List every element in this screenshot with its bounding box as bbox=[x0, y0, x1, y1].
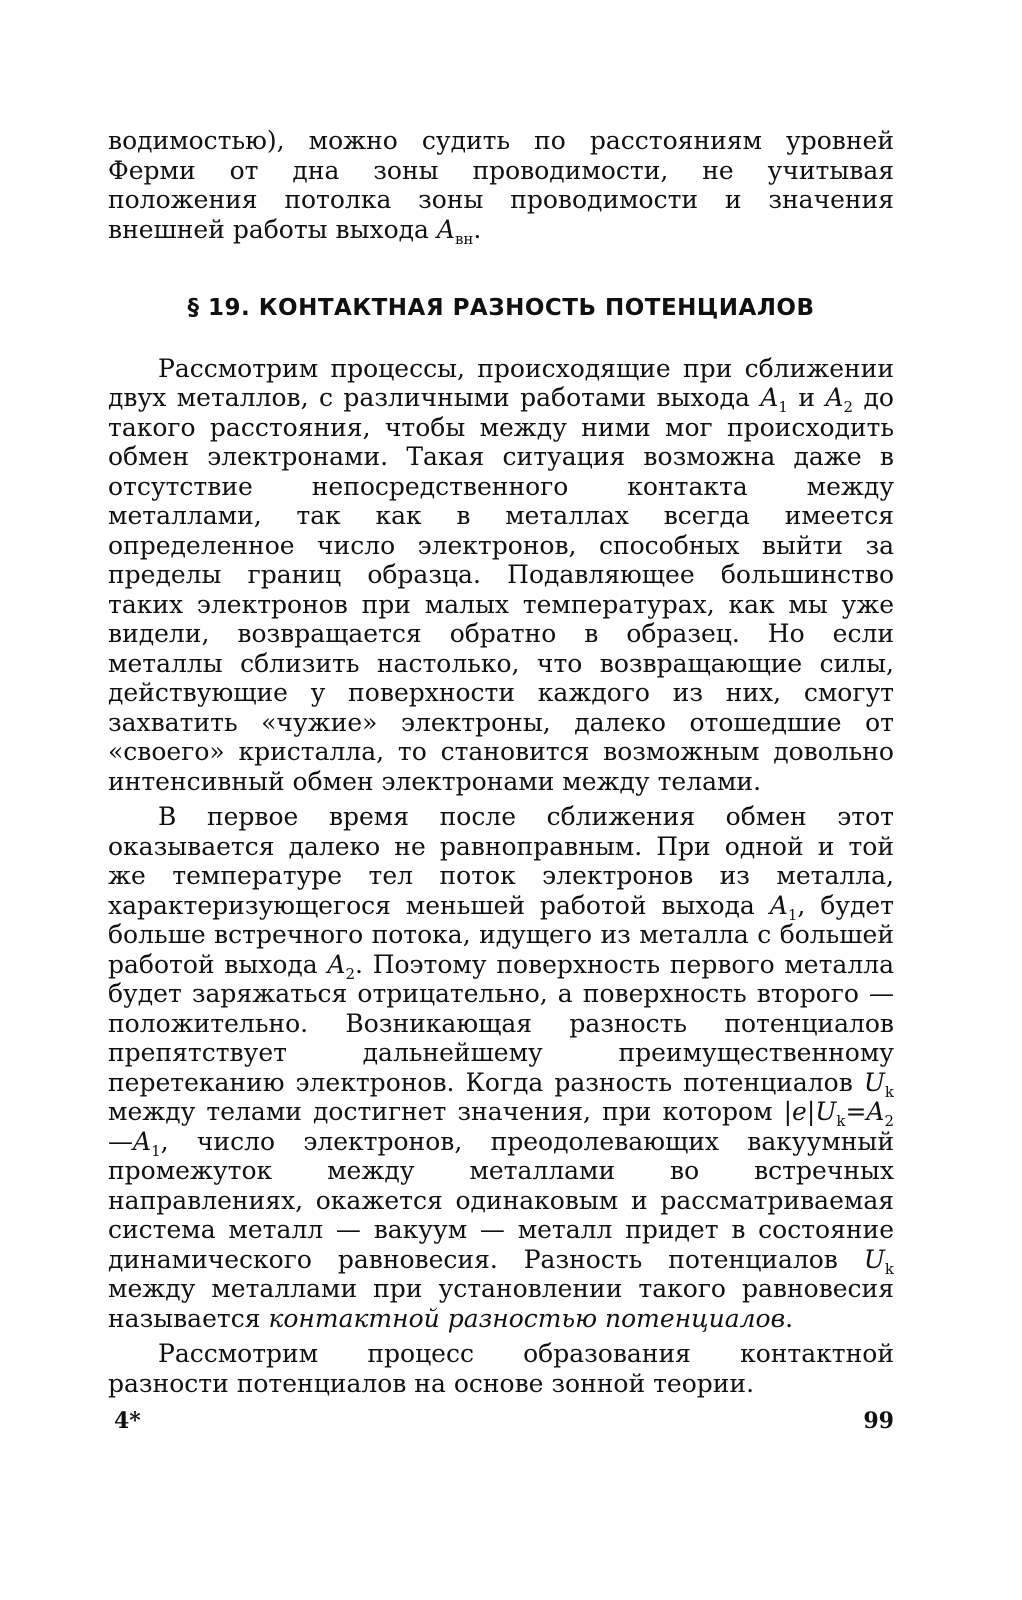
paragraph-equilibrium bbox=[108, 802, 894, 1333]
formula-subscript-k: k bbox=[836, 1112, 846, 1130]
paragraph-text: между металлами при установлении такого равновесия называется bbox=[108, 1274, 894, 1333]
paragraph-tail: . bbox=[473, 214, 482, 244]
subscript-k: k bbox=[884, 1082, 894, 1101]
defined-term: контактной разностью потенциалов bbox=[268, 1303, 786, 1333]
formula-charge: |e| bbox=[783, 1097, 816, 1126]
symbol-u: U bbox=[863, 1067, 885, 1097]
symbol-u: U bbox=[863, 1244, 885, 1274]
formula-subscript-2: 2 bbox=[884, 1112, 894, 1130]
paragraph-text: до такого расстояния, чтобы между ними мог происходить обмен электронами. Такая ситуация возможна даже в отсутствие непосредственного контакта между металлами, так как в металлах всегда имеется определенное число электронов, способных выйти за пределы границ образца. Подавляющее большинство таких электронов при малых температурах, как мы уже видели, возвращается обратно в образец. Но если металлы сблизить настолько, что возвращающие силы, действующие у поверхности каждого из них, смогут захватить «чужие» электроны, далеко отошедшие от «своего» кристалла, то становится возможным довольно интенсивный обмен электронами между телами. bbox=[108, 383, 894, 796]
signature-mark: 4* bbox=[114, 1408, 141, 1434]
paragraph-closing: Рассмотрим процесс образования контактной разности потенциалов на основе зонной теории. bbox=[108, 1339, 894, 1398]
paragraph-text: , будет больше встречного потока, идущего из металла с большей работой выхода bbox=[108, 890, 894, 979]
section-heading: § 19. КОНТАКТНАЯ РАЗНОСТЬ ПОТЕНЦИАЛОВ bbox=[187, 295, 815, 321]
subscript-vn: вн bbox=[454, 229, 474, 248]
paragraph-intro bbox=[108, 354, 894, 797]
subscript-2: 2 bbox=[843, 398, 854, 416]
formula-symbol-a2: A bbox=[866, 1097, 885, 1126]
formula-symbol-a1: A bbox=[133, 1126, 152, 1156]
symbol-a2: A bbox=[825, 383, 844, 412]
paragraph-continuation bbox=[108, 126, 894, 248]
symbol-a1: A bbox=[769, 890, 788, 920]
paragraph-text: Рассмотрим процессы, происходящие при сближении двух металлов, с различными работами выхода bbox=[108, 353, 894, 412]
formula-minus: — bbox=[108, 1126, 133, 1156]
page-number: 99 bbox=[863, 1408, 894, 1434]
formula-equals: = bbox=[845, 1097, 867, 1126]
paragraph-text: между телами достигнет значения, при котором bbox=[108, 1097, 784, 1126]
paragraph-text: В первое время после сближения обмен этот оказывается далеко не равноправным. При одной и той же температуре тел поток электронов из металла, характеризующегося меньшей работой выхода bbox=[108, 802, 894, 920]
paragraph-text: водимостью), можно судить по расстояниям уровней Ферми от дна зоны проводимости, не учитывая положения потолка зоны проводимости и значения внешней работы выхода bbox=[108, 126, 894, 244]
subscript-2: 2 bbox=[345, 964, 356, 983]
subscript-1: 1 bbox=[778, 398, 788, 416]
symbol-a1: A bbox=[760, 383, 779, 412]
symbol-a2: A bbox=[327, 949, 346, 979]
paragraph-tail: . bbox=[785, 1303, 794, 1333]
symbol-a: A bbox=[436, 214, 455, 244]
paragraph-text: , число электронов, преодолевающих вакуумный промежуток между металлами во встречных направлениях, окажется одинаковым и рассматриваемая система металл — вакуум — металл придет в состояние динамического равновесия. Разность потенциалов bbox=[108, 1126, 894, 1274]
conjunction: и bbox=[787, 383, 826, 412]
formula-symbol-u: U bbox=[815, 1097, 837, 1126]
formula-subscript-1: 1 bbox=[151, 1141, 161, 1160]
subscript-k: k bbox=[884, 1259, 894, 1278]
page-body bbox=[108, 126, 894, 1398]
subscript-1: 1 bbox=[787, 905, 798, 924]
paragraph-text: . Поэтому поверхность первого металла будет заряжаться отрицательно, а поверхность второго — положительно. Возникающая разность потенциалов препятствует дальнейшему преимущественному перетеканию электронов. Когда разность потенциалов bbox=[108, 949, 894, 1097]
